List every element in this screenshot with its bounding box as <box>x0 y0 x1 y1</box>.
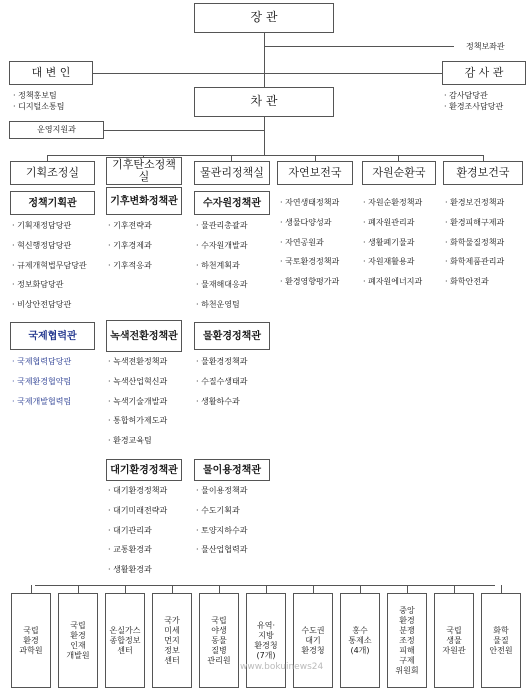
col5-list <box>363 193 422 292</box>
dept-item: · 폐자원관리과 <box>363 213 422 233</box>
agency-label: 온실가스 종합정보 센터 <box>109 625 141 655</box>
dept-item: · 녹색산업혁신과 <box>108 372 167 392</box>
dept-item: · 화학제품관리과 <box>445 252 504 272</box>
minister-box[interactable] <box>194 3 334 33</box>
agency-box[interactable] <box>246 593 286 688</box>
operations-support-label: 운영지원과 <box>37 124 76 134</box>
vice-minister-box[interactable] <box>194 87 334 117</box>
policy-aide-line <box>264 46 454 47</box>
col1-list <box>12 216 87 315</box>
minister-label: 장 관 <box>250 10 278 25</box>
agency-box[interactable] <box>387 593 427 688</box>
agency-label: 국립 야생 동물 질병 관리원 <box>207 615 231 665</box>
agency-drop-line <box>407 585 408 593</box>
dept-item: · 자연공원과 <box>280 233 339 253</box>
dept-item: · 녹색전환정책과 <box>108 352 167 372</box>
dept-item: · 환경피해구제과 <box>445 213 504 233</box>
water-resource-box[interactable]: 수자원정책관 <box>194 191 270 215</box>
spokesperson-units <box>13 90 64 112</box>
auditor-unit: · 감사담당관 <box>444 90 503 101</box>
col3-list3 <box>196 481 247 560</box>
dept-item: · 기후적응과 <box>108 256 152 276</box>
policy-planning-box[interactable]: 정책기획관 <box>10 191 95 215</box>
dept-item: · 대기환경정책과 <box>108 481 167 501</box>
dept-item: · 수질수생태과 <box>196 372 247 392</box>
col4-list <box>280 193 339 292</box>
spokesperson-label: 대 변 인 <box>31 65 71 79</box>
dept-item: · 환경보건정책과 <box>445 193 504 213</box>
agency-box[interactable] <box>11 593 51 688</box>
support-line <box>104 130 264 131</box>
auditor-units <box>444 90 503 112</box>
auditor-label: 감 사 관 <box>464 65 504 79</box>
agency-label: 중앙 환경 분쟁 조정 피해 구제 위원회 <box>395 605 419 675</box>
dept-item: · 토양지하수과 <box>196 521 247 541</box>
spokes-auditor-line <box>93 73 442 74</box>
agency-drop-line <box>78 585 79 593</box>
dept-item: · 비상안전담당관 <box>12 295 87 315</box>
dept-item: · 자원순환정책과 <box>363 193 422 213</box>
auditor-box[interactable] <box>442 61 526 85</box>
agency-box[interactable] <box>340 593 380 688</box>
agency-label: 홍수 통제소 (4개) <box>348 625 372 655</box>
agency-box[interactable] <box>293 593 333 688</box>
dept-item: · 물관리총괄과 <box>196 216 247 236</box>
green-transition-box[interactable]: 녹색전환정책관 <box>106 320 182 352</box>
agency-drop-line <box>266 585 267 593</box>
agency-label: 수도권 대기 환경청 <box>301 625 325 655</box>
agency-drop-line <box>125 585 126 593</box>
dept-item: · 수자원개발과 <box>196 236 247 256</box>
agency-label: 국립 생물 자원관 <box>442 625 466 655</box>
dept-item: · 수도기획과 <box>196 501 247 521</box>
spokesperson-unit: · 디지털소통팀 <box>13 101 64 112</box>
climate-policy-box[interactable]: 기후변화정책관 <box>106 187 182 215</box>
agency-box[interactable] <box>105 593 145 688</box>
hq-resource[interactable]: 자원순환국 <box>362 161 436 185</box>
dept-item: · 생활환경과 <box>108 560 167 580</box>
col6-list <box>445 193 504 292</box>
dept-item: · 자원재활용과 <box>363 252 422 272</box>
dept-item: · 국토환경정책과 <box>280 252 339 272</box>
dept-item: · 물재해대응과 <box>196 275 247 295</box>
dept-item: · 기후전략과 <box>108 216 152 236</box>
dept-item: · 기획재정담당관 <box>12 216 87 236</box>
col3-list <box>196 216 247 315</box>
agency-label: 화학 물질 안전원 <box>489 625 513 655</box>
dept-item: · 국제개발협력팀 <box>12 392 71 412</box>
dept-item: · 폐자원에너지과 <box>363 272 422 292</box>
agency-drop-line <box>31 585 32 593</box>
agency-label: 유역· 지방 환경청 (7개) <box>254 620 278 660</box>
policy-aide-label: 정책보좌관 <box>466 42 505 51</box>
dept-item: · 물이용정책과 <box>196 481 247 501</box>
agency-box[interactable] <box>481 593 521 688</box>
spokesperson-box[interactable] <box>9 61 93 85</box>
watermark: www.bokuinews24 <box>240 662 324 672</box>
agency-drop-line <box>501 585 502 593</box>
dept-item: · 규제개혁법무담당관 <box>12 256 87 276</box>
col2-list <box>108 216 152 275</box>
hq-climate[interactable]: 기후탄소정책실 <box>106 157 182 185</box>
water-use-box[interactable]: 물이용정책관 <box>194 459 270 481</box>
dept-item: · 화학안전과 <box>445 272 504 292</box>
dept-item: · 국제환경협약팀 <box>12 372 71 392</box>
vice-minister-label: 차 관 <box>250 94 278 109</box>
agency-box[interactable] <box>199 593 239 688</box>
dept-item: · 녹색기술개발과 <box>108 392 167 412</box>
agency-box[interactable] <box>152 593 192 688</box>
dept-item: · 환경영향평가과 <box>280 272 339 292</box>
agency-bus-line <box>35 585 495 586</box>
dept-item: · 물산업협력과 <box>196 540 247 560</box>
hq-nature[interactable]: 자연보전국 <box>277 161 353 185</box>
dept-item: · 하천운영팀 <box>196 295 247 315</box>
agency-label: 국가 미세 먼지 정보 센터 <box>164 615 180 665</box>
agency-label: 국립 환경 과학원 <box>19 625 43 655</box>
dept-item: · 자연생태정책과 <box>280 193 339 213</box>
dept-item: · 정보화담당관 <box>12 275 87 295</box>
col1-list2 <box>12 352 71 411</box>
col3-list2 <box>196 352 247 411</box>
auditor-unit: · 환경조사담당관 <box>444 101 503 112</box>
hq-bus-line <box>47 155 483 156</box>
hq-planning[interactable]: 기획조정실 <box>10 161 95 185</box>
agency-box[interactable] <box>434 593 474 688</box>
dept-item: · 화학물질정책과 <box>445 233 504 253</box>
dept-item: · 환경교육팀 <box>108 431 167 451</box>
operations-support-box[interactable] <box>9 121 104 139</box>
dept-item: · 교통환경과 <box>108 540 167 560</box>
dept-item: · 하천계획과 <box>196 256 247 276</box>
dept-item: · 물환경정책과 <box>196 352 247 372</box>
dept-item: · 국제협력담당관 <box>12 352 71 372</box>
water-env-box[interactable]: 물환경정책관 <box>194 322 270 350</box>
agency-drop-line <box>172 585 173 593</box>
dept-item: · 대기미래전략과 <box>108 501 167 521</box>
intl-cooperation-box[interactable]: 국제협력관 <box>10 322 95 350</box>
dept-item: · 생활폐기물과 <box>363 233 422 253</box>
agency-drop-line <box>454 585 455 593</box>
agency-drop-line <box>313 585 314 593</box>
hq-env-health[interactable]: 환경보건국 <box>443 161 523 185</box>
agency-label: 국립 환경 인재 개발원 <box>66 620 90 660</box>
dept-item: · 대기관리과 <box>108 521 167 541</box>
col2-list2 <box>108 352 167 451</box>
agency-drop-line <box>219 585 220 593</box>
dept-item: · 통합허가제도과 <box>108 411 167 431</box>
hq-water[interactable]: 물관리정책실 <box>194 161 270 185</box>
dept-item: · 생물다양성과 <box>280 213 339 233</box>
dept-item: · 생활하수과 <box>196 392 247 412</box>
col2-list3 <box>108 481 167 580</box>
air-env-box[interactable]: 대기환경정책관 <box>106 459 182 481</box>
dept-item: · 기후경제과 <box>108 236 152 256</box>
dept-item: · 혁신행정담당관 <box>12 236 87 256</box>
agency-drop-line <box>360 585 361 593</box>
spokesperson-unit: · 정책홍보팀 <box>13 90 64 101</box>
agency-box[interactable] <box>58 593 98 688</box>
